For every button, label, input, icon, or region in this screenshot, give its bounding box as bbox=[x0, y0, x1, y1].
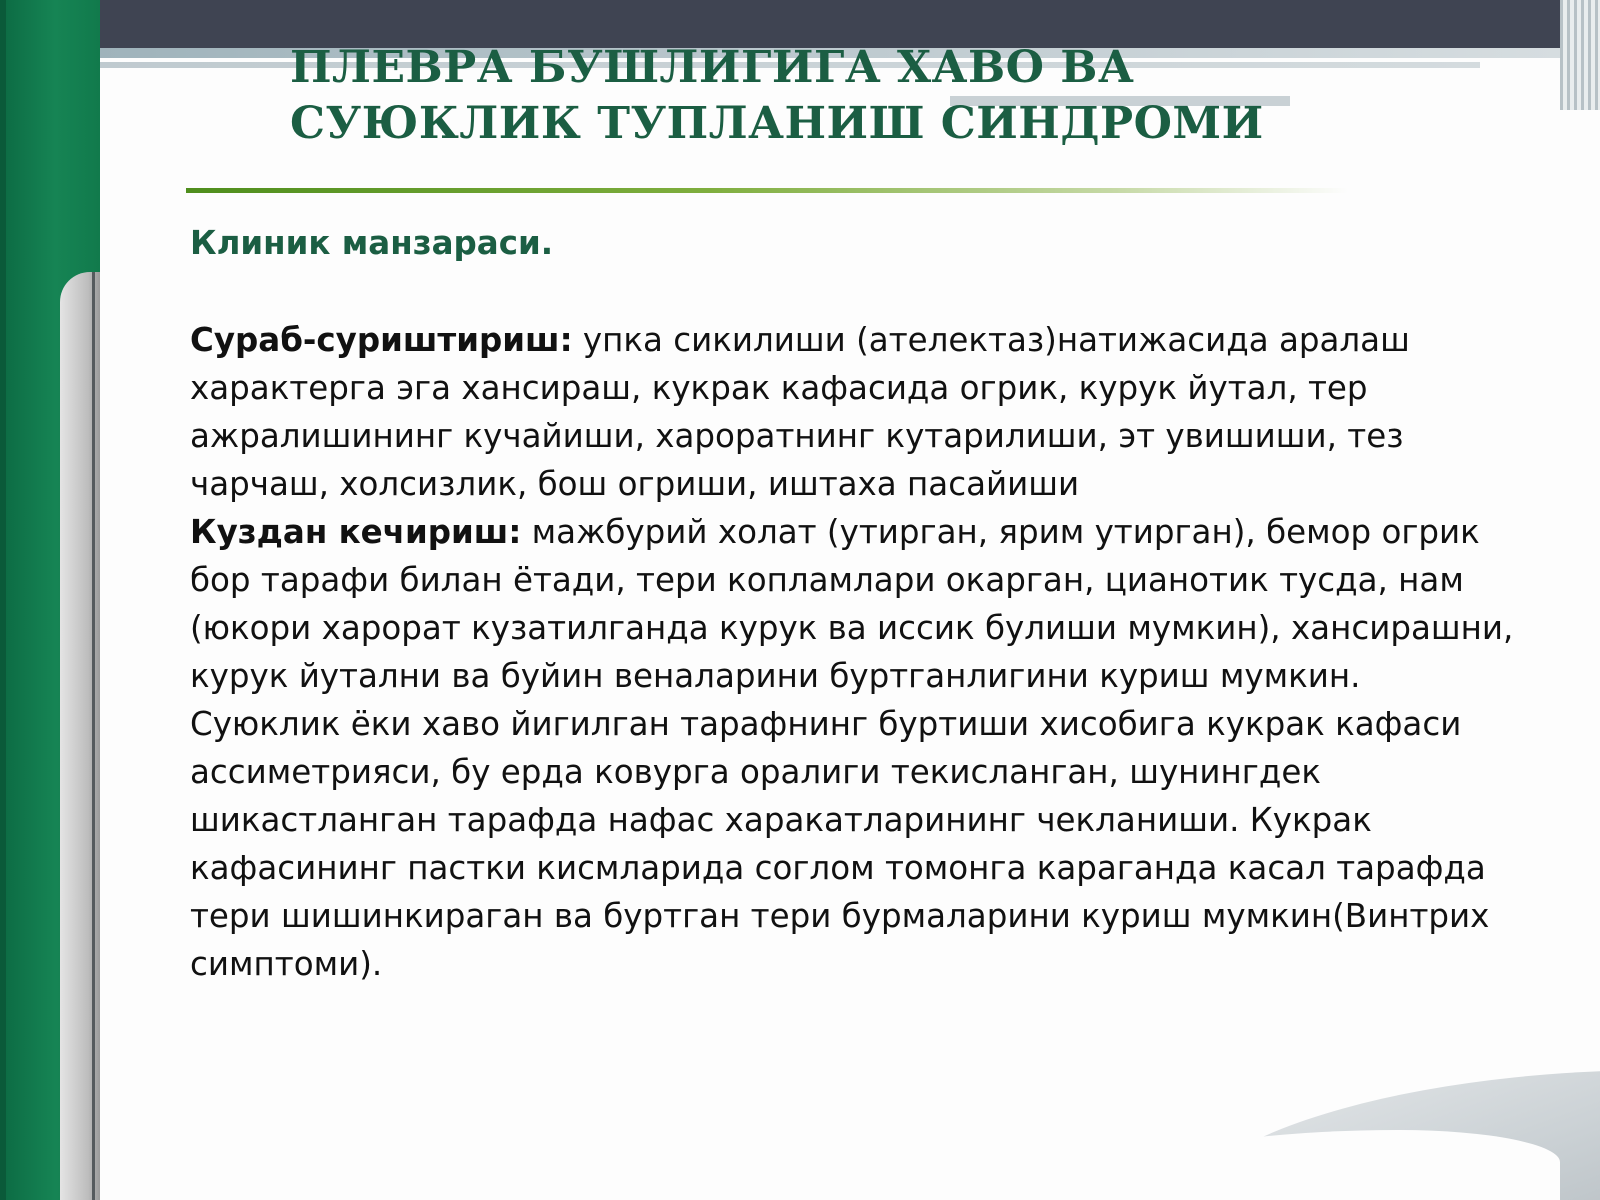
slide-body bbox=[190, 218, 1550, 988]
paragraph-asymmetry bbox=[190, 700, 1550, 988]
paragraph-lead: Куздан кечириш: bbox=[190, 513, 522, 551]
paragraph-text: мажбурий холат (утирган, ярим утирган), бемор огрик бор тарафи билан ётади, тери копламлари окарган, цианотик тусда, нам (юкори харорат кузатилганда курук ва иссик булиши мумкин), хансирашни, курук йутални ва буйин веналарини буртганлигини куриш мумкин. bbox=[190, 513, 1514, 695]
right-edge-decoration bbox=[1560, 0, 1600, 110]
section-heading: Клиник манзараси. bbox=[190, 224, 554, 262]
paragraph-inspection bbox=[190, 508, 1550, 700]
slide-title: ПЛЕВРА БУШЛИГИГА ХАВО ВА СУЮКЛИК ТУПЛАНИШ СИНДРОМИ bbox=[290, 42, 1264, 149]
left-frame-line bbox=[92, 272, 95, 1200]
paragraph-text: Суюклик ёки хаво йигилган тарафнинг буртиши хисобига кукрак кафаси ассиметрияси, бу ерда ковурга оралиги текисланган, шунингдек шикастланган тарафда нафас харакатларининг чекланиши. Кукрак кафасининг пастки кисмларида соглом томонга караганда касал тарафда тери шишинкираган ва буртган тери бурмаларини куриш мумкин(Винтрих симптоми). bbox=[190, 705, 1490, 983]
title-underline bbox=[186, 188, 1348, 193]
paragraph-text: упка сикилиши (ателектаз)натижасида аралаш характерга эга хансираш, кукрак кафасида огрик, курук йутал, тер ажралишининг кучайиши, хароратнинг кутарилиши, эт увишиши, тез чарчаш, холсизлик, бош огриши, иштаха пасайиши bbox=[190, 321, 1410, 503]
paragraph-lead: Сураб-суриштириш: bbox=[190, 321, 573, 359]
paragraph-history bbox=[190, 316, 1550, 508]
left-frame-edge bbox=[0, 0, 6, 1200]
bottom-swoosh-mask bbox=[1000, 1130, 1560, 1200]
